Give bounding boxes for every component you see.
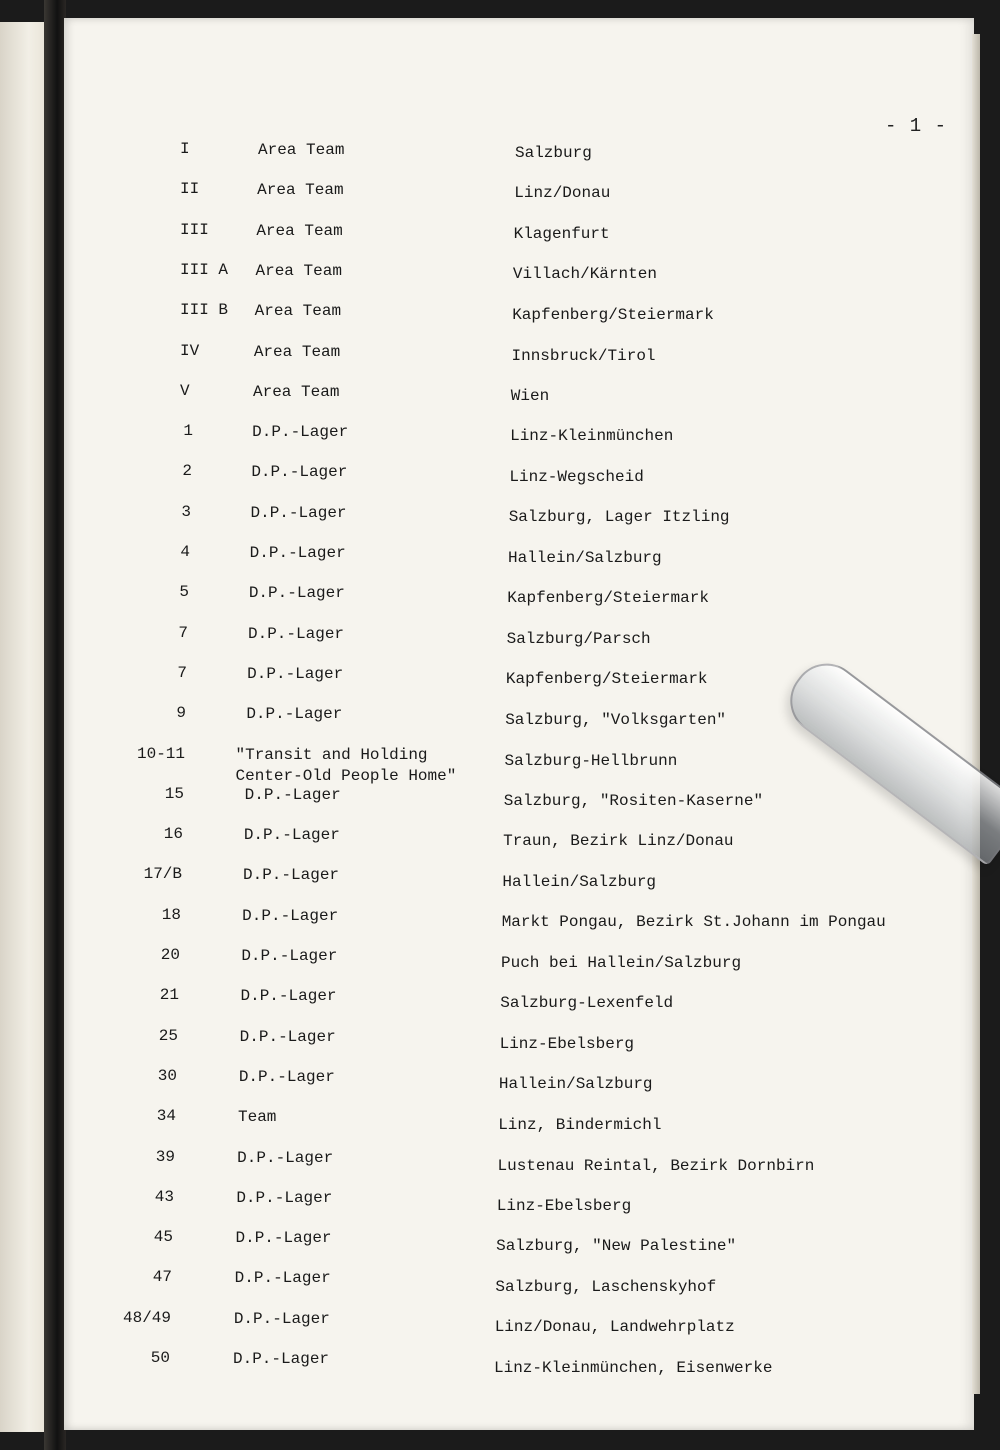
entry-type: D.P.-Lager: [251, 463, 348, 482]
list-item: [0, 382, 1000, 422]
entry-number: II: [180, 180, 200, 199]
entry-number: III: [180, 220, 209, 239]
entry-location: Traun, Bezirk Linz/Donau: [503, 832, 734, 851]
entry-type: Area Team: [257, 181, 344, 200]
entry-number: 30: [157, 1066, 177, 1085]
entry-number: 17/B: [143, 865, 182, 884]
entry-type: D.P.-Lager: [234, 1269, 331, 1288]
entry-type: D.P.-Lager: [250, 503, 347, 522]
entry-type: Team: [238, 1108, 277, 1127]
entry-number: 16: [163, 825, 183, 844]
list-item: [0, 825, 1000, 865]
entry-type: D.P.-Lager: [246, 705, 343, 724]
entry-location: Kapfenberg/Steiermark: [507, 589, 709, 608]
entry-number: 2: [182, 462, 192, 481]
list-item: [0, 1228, 1000, 1268]
entry-type: D.P.-Lager: [247, 664, 344, 683]
list-item: [0, 180, 1000, 220]
entry-type: D.P.-Lager: [243, 866, 340, 885]
list-item: [0, 1148, 1000, 1188]
entry-number: 43: [154, 1187, 174, 1206]
list-item: [0, 221, 1000, 261]
entry-location: Salzburg, Lager Itzling: [508, 508, 730, 527]
entry-location: Salzburg/Parsch: [506, 629, 651, 648]
entry-location: Lustenau Reintal, Bezirk Dornbirn: [497, 1156, 815, 1175]
entry-number: 4: [180, 543, 190, 561]
list-item: [0, 906, 1000, 946]
list-item: [0, 342, 1000, 382]
list-item: [0, 301, 1000, 341]
entry-location: Linz-Wegscheid: [509, 467, 644, 486]
entry-location: Linz/Donau: [514, 184, 611, 203]
entry-location: Salzburg, "Volksgarten": [505, 710, 727, 729]
entry-location: Salzburg, "Rositen-Kaserne": [503, 791, 764, 810]
list-item: [0, 865, 1000, 905]
entry-location: Hallein/Salzburg: [508, 549, 662, 567]
list-item: [0, 1268, 1000, 1308]
entry-type: D.P.-Lager: [233, 1309, 330, 1328]
entry-number: 15: [164, 784, 184, 803]
entry-location: Linz-Kleinmünchen, Eisenwerke: [494, 1359, 773, 1377]
entry-number: 50: [150, 1349, 170, 1367]
list-item: [0, 462, 1000, 502]
entry-number: IV: [180, 341, 200, 360]
entry-number: V: [180, 381, 190, 400]
entry-number: 7: [177, 663, 187, 682]
entry-location: Salzburg, Laschenskyhof: [495, 1277, 717, 1296]
entry-type: D.P.-Lager: [239, 1027, 336, 1046]
entry-location: Kapfenberg/Steiermark: [505, 670, 708, 689]
entry-type: D.P.-Lager: [243, 826, 340, 845]
entry-type: Area Team: [258, 141, 345, 159]
entry-type: D.P.-Lager: [252, 423, 349, 442]
list-item: [0, 422, 1000, 462]
entry-type: D.P.-Lager: [242, 906, 339, 925]
entry-location: Salzburg: [515, 144, 592, 162]
entry-number: 3: [181, 502, 191, 521]
entry-number: 47: [152, 1268, 172, 1287]
entry-number: 20: [160, 946, 180, 964]
list-item: [0, 261, 1000, 301]
entry-number: 1: [183, 422, 193, 441]
list-item: [0, 785, 1000, 825]
entry-number: I: [180, 140, 190, 158]
entry-location: Hallein/Salzburg: [502, 872, 657, 891]
entry-location: Linz-Kleinmünchen: [510, 427, 674, 446]
entry-type: Area Team: [255, 261, 342, 280]
entry-type: Area Team: [253, 342, 341, 361]
entry-location: Villach/Kärnten: [512, 265, 657, 284]
entry-type: D.P.-Lager: [237, 1148, 334, 1167]
entry-type: D.P.-Lager: [236, 1188, 333, 1207]
entry-number: III A: [180, 260, 229, 279]
entry-location: Linz/Donau, Landwehrplatz: [494, 1318, 735, 1337]
entry-type: D.P.-Lager: [241, 947, 338, 965]
entry-number: 18: [161, 905, 181, 924]
entry-location: Hallein/Salzburg: [498, 1075, 653, 1094]
entry-type: D.P.-Lager: [248, 584, 345, 603]
entry-location: Innsbruck/Tirol: [511, 346, 656, 365]
entry-type: "Transit and Holding: [235, 745, 428, 764]
entry-location: Klagenfurt: [513, 224, 610, 243]
entry-location: Linz-Ebelsberg: [499, 1034, 635, 1053]
entry-number: 48/49: [122, 1308, 171, 1327]
entry-location: Salzburg-Hellbrunn: [504, 751, 678, 770]
entry-location: Markt Pongau, Bezirk St.Johann im Pongau: [501, 913, 886, 932]
entry-type: D.P.-Lager: [240, 987, 337, 1006]
entry-number: III B: [180, 301, 229, 320]
entry-location: Salzburg, "New Palestine": [496, 1237, 737, 1256]
entry-location: Linz, Bindermichl: [498, 1115, 662, 1134]
entry-type-continued: Center-Old People Home": [235, 766, 457, 785]
entry-type: D.P.-Lager: [233, 1350, 330, 1368]
entry-type: Area Team: [256, 221, 343, 240]
entry-number: 9: [176, 704, 186, 723]
entry-location: Wien: [510, 386, 550, 405]
list-item: [0, 583, 1000, 623]
entry-type: D.P.-Lager: [248, 624, 345, 643]
entry-number: 7: [178, 623, 188, 642]
entry-number: 5: [179, 583, 189, 602]
entry-type: Area Team: [253, 382, 340, 401]
page-number: - 1 -: [885, 115, 948, 137]
list-item: [0, 503, 1000, 543]
list-item: [0, 543, 1000, 583]
entry-number: 21: [159, 986, 179, 1005]
entry-type: D.P.-Lager: [249, 544, 346, 562]
entry-number: 10-11: [136, 744, 185, 763]
entry-type: Area Team: [254, 302, 342, 321]
entry-location: Kapfenberg/Steiermark: [512, 305, 714, 324]
entry-number: 39: [155, 1147, 175, 1166]
entry-location: Linz-Ebelsberg: [496, 1196, 632, 1215]
list-item: [0, 1309, 1000, 1349]
entry-type: D.P.-Lager: [235, 1229, 332, 1248]
entry-type: D.P.-Lager: [244, 785, 341, 804]
entry-number: 34: [156, 1107, 176, 1126]
entry-location: Salzburg-Lexenfeld: [500, 994, 674, 1013]
entry-number: 45: [153, 1228, 173, 1247]
entry-type: D.P.-Lager: [238, 1067, 335, 1086]
list-item: [0, 140, 1000, 180]
list-item: [0, 986, 1000, 1026]
list-item: [0, 1067, 1000, 1107]
list-item: [0, 1107, 1000, 1147]
list-item: [0, 624, 1000, 664]
list-item: [0, 1188, 1000, 1228]
entry-number: 25: [158, 1026, 178, 1045]
list-item: [0, 1027, 1000, 1067]
list-item: [0, 946, 1000, 986]
entry-location: Puch bei Hallein/Salzburg: [501, 954, 742, 972]
list-item: [0, 1349, 1000, 1389]
